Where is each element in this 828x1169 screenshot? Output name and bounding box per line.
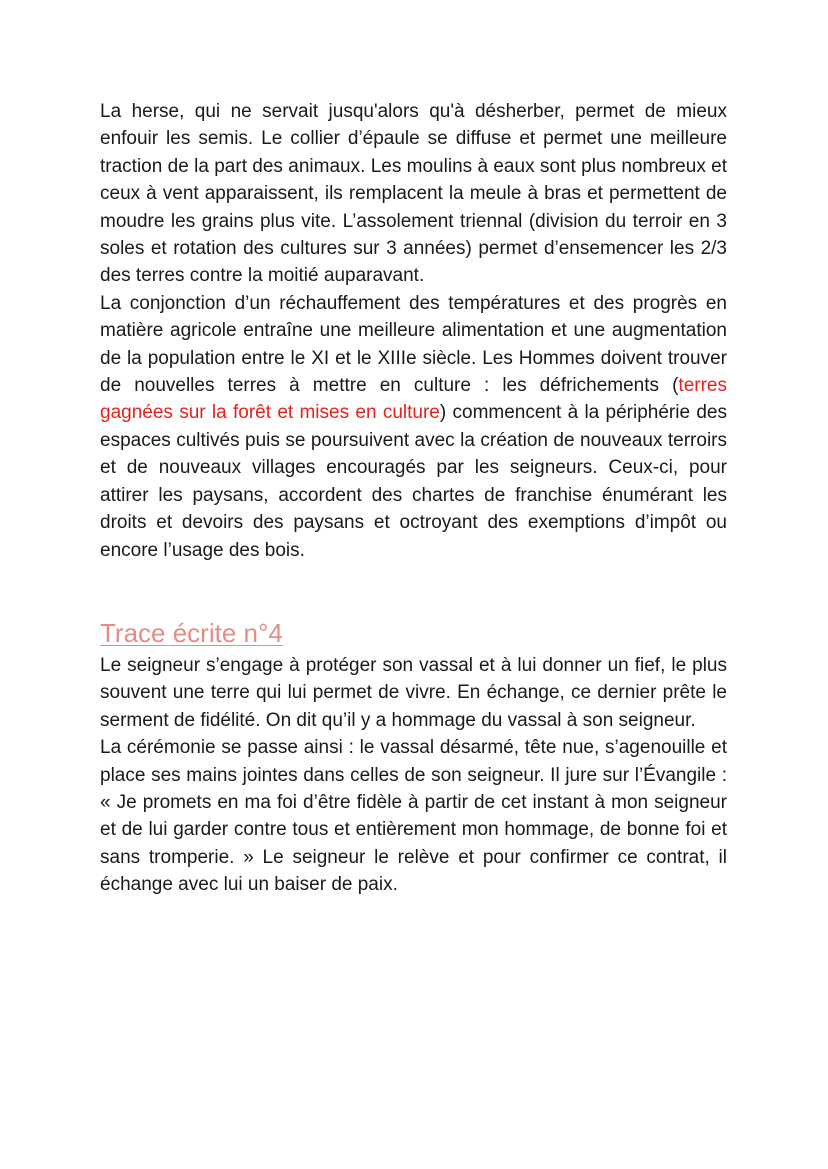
section-heading: Trace écrite n°4 [100,617,283,648]
paragraph-vassal-fief: Le seigneur s’engage à protéger son vassal et à lui donner un fief, le plus souvent une terre qui lui permet de vivre. En échange, ce dernier prête le serment de fidélité. On dit qu’il y a hommage du vassal à son seigneur. [100,654,727,731]
paragraph-land-clearing [100,290,727,564]
paragraph-agricultural-tools: La herse, qui ne servait jusqu'alors qu'à désherber, permet de mieux enfouir les semis. Le collier d’épaule se diffuse et permet une meilleure traction de la part des animaux. Les moulins à eaux sont plus nombreux et ceux à vent apparaissent, ils remplacent la meule à bras et permettent de moudre les grains plus vite. L’assolement triennal (division du terroir en 3 soles et rotation des cultures sur 3 années) permet d’ensemencer les 2/3 des terres contre la moitié auparavant. [100,101,727,287]
document-page [100,98,727,899]
paragraph-land-clearing-end: ) commencent à la périphérie des espaces cultivés puis se poursuivent avec la création de nouveaux terroirs et de nouveaux villages encouragés par les seigneurs. Ceux-ci, pour attirer les paysans, accordent des chartes de franchise énumérant les droits et devoirs des paysans et octroyant des exemptions d’impôt ou encore l’usage des bois. [100,402,727,561]
paragraph-land-clearing-start: La conjonction d’un réchauffement des températures et des progrès en matière agricole entraîne une meilleure alimentation et une augmentation de la population entre le XI et le XIIIe siècle. Les Hommes doivent trouver de nouvelles terres à mettre en culture : les défrichements ( [100,292,727,397]
paragraph-ceremony: La cérémonie se passe ainsi : le vassal désarmé, tête nue, s’agenouille et place ses mains jointes dans celles de son seigneur. Il jure sur l’Évangile : « Je promets en ma foi d’être fidèle à partir de cet instant à mon seigneur et de lui garder contre tous et entièrement mon hommage, de bonne foi et sans tromperie. » Le seigneur le relève et pour confirmer ce contrat, il échange avec lui un baiser de paix. [100,737,727,896]
definition-highlight: terres gagnées sur la forêt et mises en culture [100,375,727,424]
